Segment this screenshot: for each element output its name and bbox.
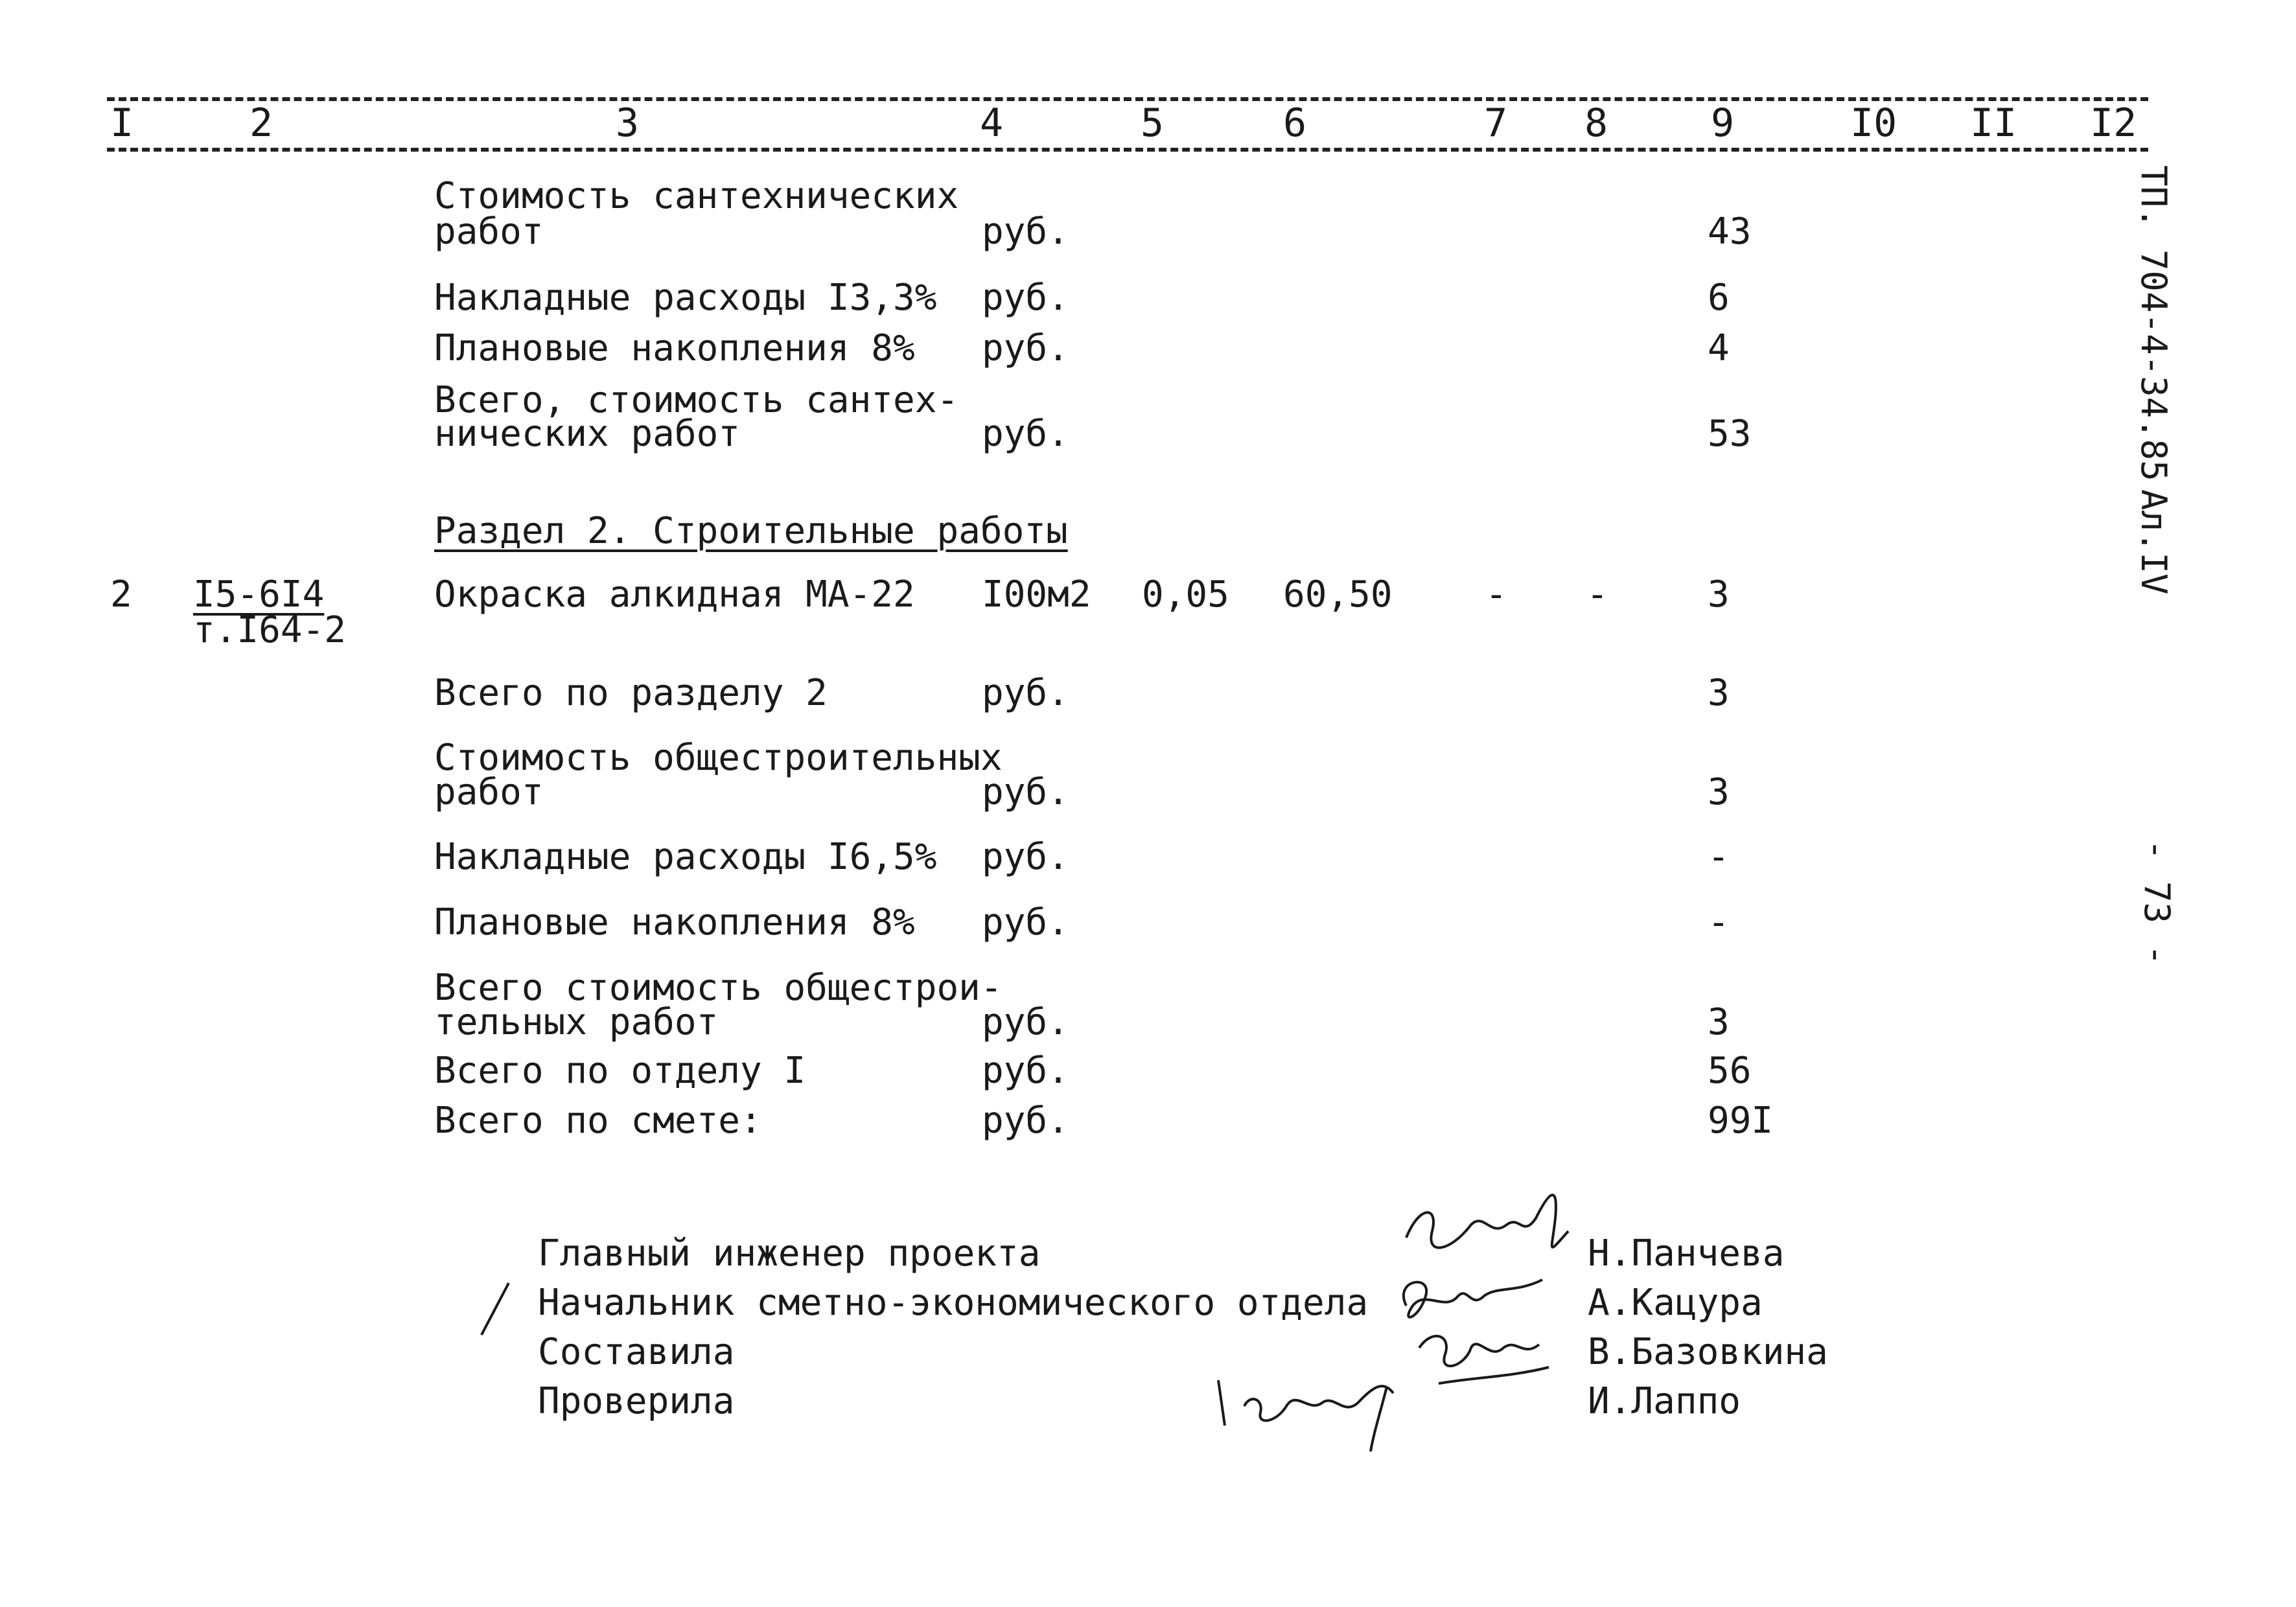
document-code: ТП. 704-4-34.85 (2133, 165, 2174, 481)
album-number: Ал.IV (2133, 489, 2174, 595)
signer-role: Главный инженер проекта (538, 1232, 1041, 1275)
column-number: I (110, 100, 134, 146)
item-code-ref: т.I64-2 (193, 609, 347, 651)
item-name: Плановые накопления 8% (434, 327, 915, 369)
handwritten-signature (1400, 1322, 1568, 1402)
item-unit: руб. (982, 901, 1069, 943)
item-name: Накладные расходы I3,3% (434, 277, 937, 319)
column-number: 7 (1484, 100, 1508, 146)
item-total: - (1708, 901, 1730, 943)
signer-name: А.Кацура (1588, 1282, 1763, 1324)
item-total: 56 (1708, 1050, 1752, 1092)
item-name: Окраска алкидная МА-22 (434, 573, 915, 616)
item-unit: I00м2 (982, 573, 1091, 616)
item-total: 3 (1708, 1001, 1730, 1043)
item-name: Стоимость общестроительных (434, 737, 1003, 779)
column-number: 5 (1141, 100, 1165, 146)
item-unit: руб. (982, 211, 1069, 253)
item-quantity: 0,05 (1142, 573, 1229, 616)
header-rule-top (107, 97, 2148, 101)
item-total: 3 (1708, 573, 1730, 616)
item-name: Плановые накопления 8% (434, 901, 915, 943)
signer-role: Проверила (538, 1380, 735, 1422)
item-col7: - (1485, 573, 1507, 616)
item-total: 4 (1708, 327, 1730, 369)
item-total: 43 (1708, 211, 1752, 253)
item-total: 3 (1708, 771, 1730, 813)
item-unit: руб. (982, 327, 1069, 369)
signer-name: В.Базовкина (1588, 1331, 1828, 1373)
handwritten-signature (1393, 1179, 1588, 1273)
column-number: 8 (1584, 100, 1608, 146)
item-name-cont: тельных работ (434, 1001, 719, 1043)
column-number: II (1970, 100, 2017, 146)
item-name: Всего по отделу I (434, 1050, 806, 1092)
item-unit: руб. (982, 413, 1069, 455)
item-total: - (1708, 836, 1730, 878)
item-number: 2 (110, 573, 132, 616)
column-number: 6 (1283, 100, 1307, 146)
page-number: - 73 - (2137, 839, 2177, 966)
column-number: 3 (616, 100, 640, 146)
section-heading: Раздел 2. Строительные работы (434, 510, 1068, 552)
header-rule-bottom (107, 148, 2148, 152)
grand-total-label: Всего по смете: (434, 1100, 762, 1142)
item-unit: руб. (982, 1100, 1069, 1142)
column-number: 9 (1711, 100, 1735, 146)
column-number: 2 (249, 100, 273, 146)
item-name: Накладные расходы I6,5% (434, 836, 937, 878)
signer-role: Составила (538, 1331, 735, 1373)
item-total: 53 (1708, 413, 1752, 455)
item-unit: руб. (982, 771, 1069, 813)
pen-mark (476, 1280, 515, 1341)
signer-name: Н.Панчева (1588, 1232, 1785, 1275)
item-col8: - (1586, 573, 1608, 616)
item-unit-price: 60,50 (1283, 573, 1393, 616)
item-unit: руб. (982, 277, 1069, 319)
item-unit: руб. (982, 1050, 1069, 1092)
item-name: Всего стоимость общестрои- (434, 967, 1003, 1009)
item-unit: руб. (982, 672, 1069, 714)
item-name-cont: нических работ (434, 413, 741, 455)
item-name-cont: работ (434, 211, 544, 253)
item-unit: руб. (982, 1001, 1069, 1043)
column-number: I0 (1850, 100, 1897, 146)
item-name: Стоимость сантехнических (434, 175, 959, 217)
item-name: Всего по разделу 2 (434, 672, 828, 714)
handwritten-signature (1205, 1361, 1413, 1454)
column-number: 4 (980, 100, 1004, 146)
grand-total-value: 99I (1708, 1100, 1774, 1142)
item-total: 3 (1708, 672, 1730, 714)
column-number: I2 (2090, 100, 2137, 146)
signer-role: Начальник сметно-экономического отдела (538, 1282, 1369, 1324)
item-unit: руб. (982, 836, 1069, 878)
item-name: Всего, стоимость сантех- (434, 379, 959, 421)
item-total: 6 (1708, 277, 1730, 319)
signer-name: И.Лаппо (1588, 1380, 1741, 1422)
item-name-cont: работ (434, 771, 544, 813)
item-code: I5-6I4 (193, 573, 325, 616)
